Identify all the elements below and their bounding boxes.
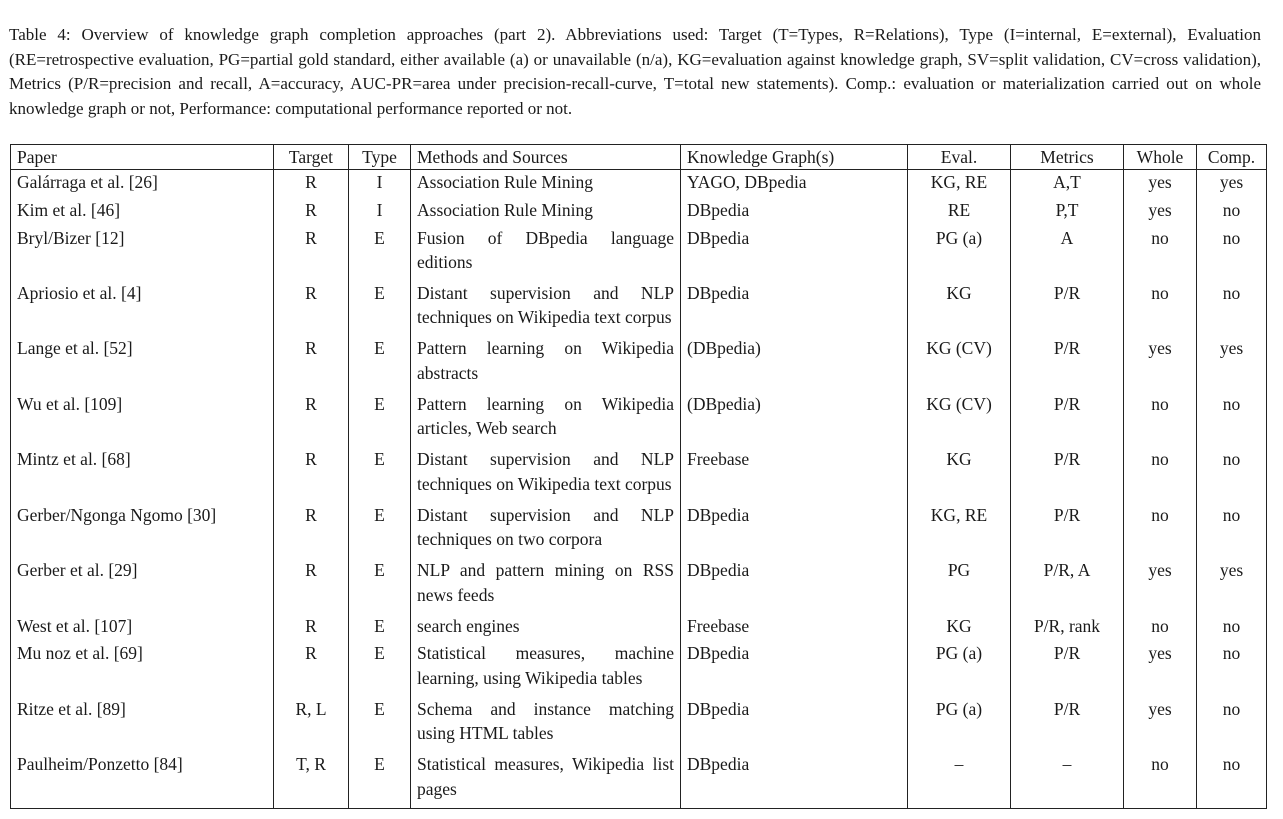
cell-eval: PG (a) [908,697,1011,752]
cell-paper: Galárraga et al. [26] [11,170,274,198]
header-row [11,145,1267,170]
cell-whole: no [1124,447,1197,502]
cell-eval: KG, RE [908,170,1011,198]
header-methods: Methods and Sources [411,145,681,170]
cell-whole: no [1124,752,1197,808]
cell-eval: KG [908,447,1011,502]
cell-whole: yes [1124,170,1197,198]
cell-paper: Mu noz et al. [69] [11,641,274,696]
table-row [11,198,1267,226]
cell-target: R [274,503,349,558]
cell-whole: no [1124,503,1197,558]
cell-metrics: P/R [1011,697,1124,752]
table-row [11,170,1267,198]
cell-metrics: A,T [1011,170,1124,198]
cell-type: E [349,226,411,281]
cell-methods: Pattern learning on Wikipedia articles, Web search [411,392,681,447]
cell-metrics: P/R [1011,641,1124,696]
cell-methods: Association Rule Mining [411,198,681,226]
table-row [11,614,1267,642]
cell-methods: Distant supervision and NLP techniques on two corpora [411,503,681,558]
cell-comp: no [1197,752,1267,808]
cell-metrics: P/R [1011,447,1124,502]
cell-knowledge-graph: Freebase [681,614,908,642]
cell-target: R [274,641,349,696]
cell-whole: no [1124,226,1197,281]
header-type: Type [349,145,411,170]
cell-methods: Statistical measures, machine learning, using Wikipedia tables [411,641,681,696]
cell-paper: Kim et al. [46] [11,198,274,226]
cell-methods: Schema and instance matching using HTML tables [411,697,681,752]
cell-target: R [274,198,349,226]
cell-target: R [274,558,349,613]
table-row [11,392,1267,447]
cell-paper: Gerber et al. [29] [11,558,274,613]
cell-metrics: A [1011,226,1124,281]
cell-metrics: P/R [1011,336,1124,391]
cell-target: R [274,170,349,198]
cell-metrics: – [1011,752,1124,808]
cell-methods: Association Rule Mining [411,170,681,198]
cell-comp: no [1197,281,1267,336]
cell-paper: Apriosio et al. [4] [11,281,274,336]
cell-target: R, L [274,697,349,752]
header-target: Target [274,145,349,170]
table-row [11,281,1267,336]
cell-target: R [274,336,349,391]
cell-methods: search engines [411,614,681,642]
cell-comp: no [1197,392,1267,447]
header-knowledge-graph: Knowledge Graph(s) [681,145,908,170]
cell-target: R [274,226,349,281]
table-row [11,226,1267,281]
cell-eval: PG [908,558,1011,613]
table-row [11,697,1267,752]
cell-comp: no [1197,198,1267,226]
approaches-table [10,144,1267,809]
cell-type: E [349,281,411,336]
cell-eval: KG [908,281,1011,336]
cell-paper: Mintz et al. [68] [11,447,274,502]
cell-eval: KG (CV) [908,392,1011,447]
cell-knowledge-graph: DBpedia [681,281,908,336]
cell-whole: yes [1124,697,1197,752]
header-comp: Comp. [1197,145,1267,170]
cell-knowledge-graph: YAGO, DBpedia [681,170,908,198]
cell-knowledge-graph: (DBpedia) [681,336,908,391]
cell-knowledge-graph: DBpedia [681,198,908,226]
cell-eval: PG (a) [908,641,1011,696]
cell-eval: – [908,752,1011,808]
cell-type: E [349,614,411,642]
cell-comp: yes [1197,336,1267,391]
cell-paper: Paulheim/Ponzetto [84] [11,752,274,808]
cell-methods: NLP and pattern mining on RSS news feeds [411,558,681,613]
header-paper: Paper [11,145,274,170]
header-eval: Eval. [908,145,1011,170]
cell-paper: Bryl/Bizer [12] [11,226,274,281]
table-row [11,503,1267,558]
cell-knowledge-graph: (DBpedia) [681,392,908,447]
cell-knowledge-graph: DBpedia [681,641,908,696]
cell-target: R [274,281,349,336]
table-caption: Table 4: Overview of knowledge graph completion approaches (part 2). Abbreviations used: Target (T=Types, R=Relations), Type (I=internal, E=external), Evaluation (RE=retrospective evaluation, PG=partial gold standard, either available (a) or unavailable (n/a), KG=evaluation against knowledge graph, SV=split validation, CV=cross validation), Metrics (P/R=precision and recall, A=accuracy, AUC-PR=area under precision-recall-curve, T=total new statements). Comp.: evaluation or materialization carried out on whole knowledge graph or not, Performance: computational performance reported or not. [9,25,1261,118]
cell-whole: yes [1124,336,1197,391]
cell-type: I [349,170,411,198]
cell-whole: yes [1124,558,1197,613]
cell-methods: Pattern learning on Wikipedia abstracts [411,336,681,391]
cell-whole: yes [1124,198,1197,226]
cell-target: T, R [274,752,349,808]
table-row [11,558,1267,613]
table-row [11,752,1267,808]
cell-comp: no [1197,447,1267,502]
cell-type: E [349,558,411,613]
header-metrics: Metrics [1011,145,1124,170]
cell-paper: West et al. [107] [11,614,274,642]
cell-paper: Lange et al. [52] [11,336,274,391]
cell-methods: Distant supervision and NLP techniques on Wikipedia text corpus [411,281,681,336]
cell-paper: Wu et al. [109] [11,392,274,447]
cell-metrics: P,T [1011,198,1124,226]
cell-methods: Distant supervision and NLP techniques on Wikipedia text corpus [411,447,681,502]
cell-whole: no [1124,281,1197,336]
cell-type: E [349,697,411,752]
table-row [11,447,1267,502]
cell-comp: no [1197,614,1267,642]
cell-knowledge-graph: DBpedia [681,752,908,808]
cell-comp: no [1197,641,1267,696]
cell-target: R [274,447,349,502]
cell-comp: yes [1197,558,1267,613]
cell-metrics: P/R, A [1011,558,1124,613]
cell-paper: Gerber/Ngonga Ngomo [30] [11,503,274,558]
cell-metrics: P/R [1011,503,1124,558]
cell-methods: Statistical measures, Wikipedia list pages [411,752,681,808]
cell-type: E [349,752,411,808]
cell-comp: yes [1197,170,1267,198]
cell-whole: no [1124,614,1197,642]
cell-methods: Fusion of DBpedia language editions [411,226,681,281]
cell-eval: PG (a) [908,226,1011,281]
cell-type: E [349,336,411,391]
cell-comp: no [1197,226,1267,281]
cell-eval: RE [908,198,1011,226]
cell-knowledge-graph: Freebase [681,447,908,502]
cell-knowledge-graph: DBpedia [681,558,908,613]
table-row [11,641,1267,696]
cell-eval: KG [908,614,1011,642]
cell-type: E [349,447,411,502]
cell-eval: KG (CV) [908,336,1011,391]
cell-type: I [349,198,411,226]
cell-type: E [349,392,411,447]
cell-knowledge-graph: DBpedia [681,503,908,558]
cell-paper: Ritze et al. [89] [11,697,274,752]
cell-metrics: P/R, rank [1011,614,1124,642]
cell-eval: KG, RE [908,503,1011,558]
cell-target: R [274,614,349,642]
cell-metrics: P/R [1011,392,1124,447]
cell-comp: no [1197,503,1267,558]
cell-type: E [349,503,411,558]
cell-target: R [274,392,349,447]
cell-whole: yes [1124,641,1197,696]
cell-knowledge-graph: DBpedia [681,697,908,752]
table-row [11,336,1267,391]
cell-comp: no [1197,697,1267,752]
header-whole: Whole [1124,145,1197,170]
cell-type: E [349,641,411,696]
cell-whole: no [1124,392,1197,447]
cell-knowledge-graph: DBpedia [681,226,908,281]
cell-metrics: P/R [1011,281,1124,336]
